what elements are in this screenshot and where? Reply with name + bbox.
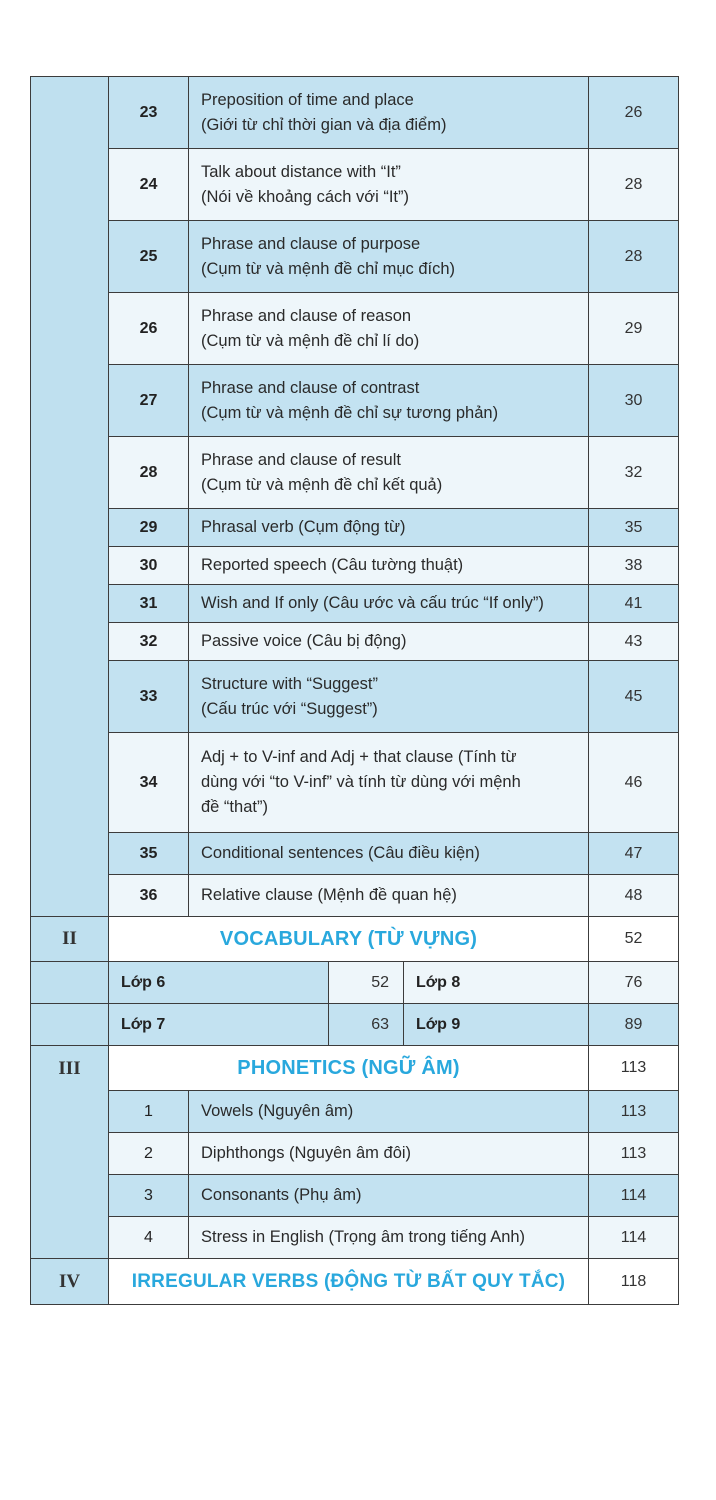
section-header-row[interactable] xyxy=(31,1046,679,1091)
toc-row[interactable] xyxy=(31,437,679,509)
grade-row[interactable] xyxy=(31,1004,679,1046)
item-title[interactable]: Reported speech (Câu tường thuật) xyxy=(189,547,589,585)
toc-row[interactable] xyxy=(31,733,679,833)
grade-label[interactable]: Lớp 9 xyxy=(404,1004,589,1046)
section-header-row[interactable] xyxy=(31,1259,679,1305)
item-title[interactable]: Stress in English (Trọng âm trong tiếng Anh) xyxy=(189,1217,589,1259)
item-title-line2: dùng với “to V-inf” và tính từ dùng với mệnh xyxy=(201,773,521,791)
item-number: 24 xyxy=(109,149,189,221)
item-number: 32 xyxy=(109,623,189,661)
item-title[interactable]: Phrasal verb (Cụm động từ) xyxy=(189,509,589,547)
item-number: 28 xyxy=(109,437,189,509)
item-title-vi: (Cụm từ và mệnh đề chỉ sự tương phản) xyxy=(201,403,499,422)
section-header-row[interactable] xyxy=(31,917,679,962)
page-number: 46 xyxy=(589,733,679,833)
item-title[interactable]: Passive voice (Câu bị động) xyxy=(189,623,589,661)
section-cell-grammar xyxy=(31,77,109,917)
toc-row[interactable] xyxy=(31,77,679,149)
item-number: 35 xyxy=(109,833,189,875)
page-number: 28 xyxy=(589,221,679,293)
item-title-vi: (Nói về khoảng cách với “It”) xyxy=(201,187,409,206)
toc-row[interactable] xyxy=(31,1133,679,1175)
page-number: 28 xyxy=(589,149,679,221)
page-number: 47 xyxy=(589,833,679,875)
item-number: 3 xyxy=(109,1175,189,1217)
item-title[interactable]: Vowels (Nguyên âm) xyxy=(189,1091,589,1133)
grade-page: 52 xyxy=(329,962,404,1004)
item-number: 30 xyxy=(109,547,189,585)
item-title[interactable] xyxy=(189,437,589,509)
section-title[interactable]: VOCABULARY (TỪ VỰNG) xyxy=(109,917,589,962)
item-number: 25 xyxy=(109,221,189,293)
page-number: 114 xyxy=(589,1175,679,1217)
item-title[interactable]: Relative clause (Mệnh đề quan hệ) xyxy=(189,875,589,917)
item-title-en: Phrase and clause of purpose xyxy=(201,234,421,253)
toc-row[interactable] xyxy=(31,661,679,733)
item-number: 31 xyxy=(109,585,189,623)
toc-row[interactable] xyxy=(31,221,679,293)
page-number: 45 xyxy=(589,661,679,733)
grade-label[interactable]: Lớp 6 xyxy=(109,962,329,1004)
table-of-contents xyxy=(30,76,679,1305)
section-title[interactable]: IRREGULAR VERBS (ĐỘNG TỪ BẤT QUY TẮC) xyxy=(109,1259,589,1305)
item-number: 33 xyxy=(109,661,189,733)
page-number: 52 xyxy=(589,917,679,962)
item-number: 2 xyxy=(109,1133,189,1175)
section-cell-blank xyxy=(31,1004,109,1046)
section-number: IV xyxy=(31,1259,109,1305)
toc-row[interactable] xyxy=(31,509,679,547)
grade-label[interactable]: Lớp 8 xyxy=(404,962,589,1004)
item-title-en: Phrase and clause of reason xyxy=(201,306,412,325)
item-title-vi: (Cụm từ và mệnh đề chỉ mục đích) xyxy=(201,259,456,278)
item-title-en: Talk about distance with “It” xyxy=(201,162,401,181)
item-title-en: Phrase and clause of contrast xyxy=(201,378,420,397)
page-number: 32 xyxy=(589,437,679,509)
item-number: 34 xyxy=(109,733,189,833)
item-title-vi: (Cấu trúc với “Suggest”) xyxy=(201,699,378,718)
item-title[interactable]: Wish and If only (Câu ước và cấu trúc “If only”) xyxy=(189,585,589,623)
item-title[interactable] xyxy=(189,149,589,221)
toc-row[interactable] xyxy=(31,293,679,365)
toc-row[interactable] xyxy=(31,1175,679,1217)
page-number: 35 xyxy=(589,509,679,547)
item-title-vi: (Cụm từ và mệnh đề chỉ kết quả) xyxy=(201,475,443,494)
item-title[interactable] xyxy=(189,221,589,293)
item-number: 26 xyxy=(109,293,189,365)
toc-row[interactable] xyxy=(31,875,679,917)
section-number: II xyxy=(31,917,109,962)
page-number: 30 xyxy=(589,365,679,437)
item-title-vi: (Cụm từ và mệnh đề chỉ lí do) xyxy=(201,331,420,350)
toc-row[interactable] xyxy=(31,585,679,623)
item-title-en: Phrase and clause of result xyxy=(201,450,401,469)
toc-row[interactable] xyxy=(31,833,679,875)
item-title[interactable] xyxy=(189,661,589,733)
toc-row[interactable] xyxy=(31,1091,679,1133)
page-number: 48 xyxy=(589,875,679,917)
page-number: 26 xyxy=(589,77,679,149)
item-number: 29 xyxy=(109,509,189,547)
grade-page: 89 xyxy=(589,1004,679,1046)
item-title-en: Preposition of time and place xyxy=(201,90,414,109)
page-number: 29 xyxy=(589,293,679,365)
item-title-vi: (Giới từ chỉ thời gian và địa điểm) xyxy=(201,115,447,134)
item-title[interactable]: Consonants (Phụ âm) xyxy=(189,1175,589,1217)
item-number: 1 xyxy=(109,1091,189,1133)
item-title-line3: đề “that”) xyxy=(201,798,268,816)
toc-row[interactable] xyxy=(31,1217,679,1259)
page-number: 118 xyxy=(589,1259,679,1305)
item-number: 23 xyxy=(109,77,189,149)
grade-page: 63 xyxy=(329,1004,404,1046)
page-number: 113 xyxy=(589,1091,679,1133)
page-number: 113 xyxy=(589,1046,679,1091)
grade-page: 76 xyxy=(589,962,679,1004)
grade-row[interactable] xyxy=(31,962,679,1004)
grade-label[interactable]: Lớp 7 xyxy=(109,1004,329,1046)
page-number: 43 xyxy=(589,623,679,661)
item-title[interactable] xyxy=(189,365,589,437)
section-title[interactable]: PHONETICS (NGỮ ÂM) xyxy=(109,1046,589,1091)
page-number: 38 xyxy=(589,547,679,585)
toc-row[interactable] xyxy=(31,623,679,661)
section-cell-blank xyxy=(31,962,109,1004)
item-title[interactable]: Conditional sentences (Câu điều kiện) xyxy=(189,833,589,875)
item-title-line1: Adj + to V-inf and Adj + that clause (Tính từ xyxy=(201,748,517,766)
toc-row[interactable] xyxy=(31,149,679,221)
item-title[interactable]: Diphthongs (Nguyên âm đôi) xyxy=(189,1133,589,1175)
item-title[interactable] xyxy=(189,733,589,833)
toc-row[interactable] xyxy=(31,365,679,437)
item-title[interactable] xyxy=(189,293,589,365)
page-number: 114 xyxy=(589,1217,679,1259)
item-number: 36 xyxy=(109,875,189,917)
item-title[interactable] xyxy=(189,77,589,149)
item-number: 4 xyxy=(109,1217,189,1259)
page-number: 113 xyxy=(589,1133,679,1175)
toc-row[interactable] xyxy=(31,547,679,585)
page-number: 41 xyxy=(589,585,679,623)
item-number: 27 xyxy=(109,365,189,437)
section-number: III xyxy=(31,1046,109,1259)
item-title-en: Structure with “Suggest” xyxy=(201,674,378,693)
